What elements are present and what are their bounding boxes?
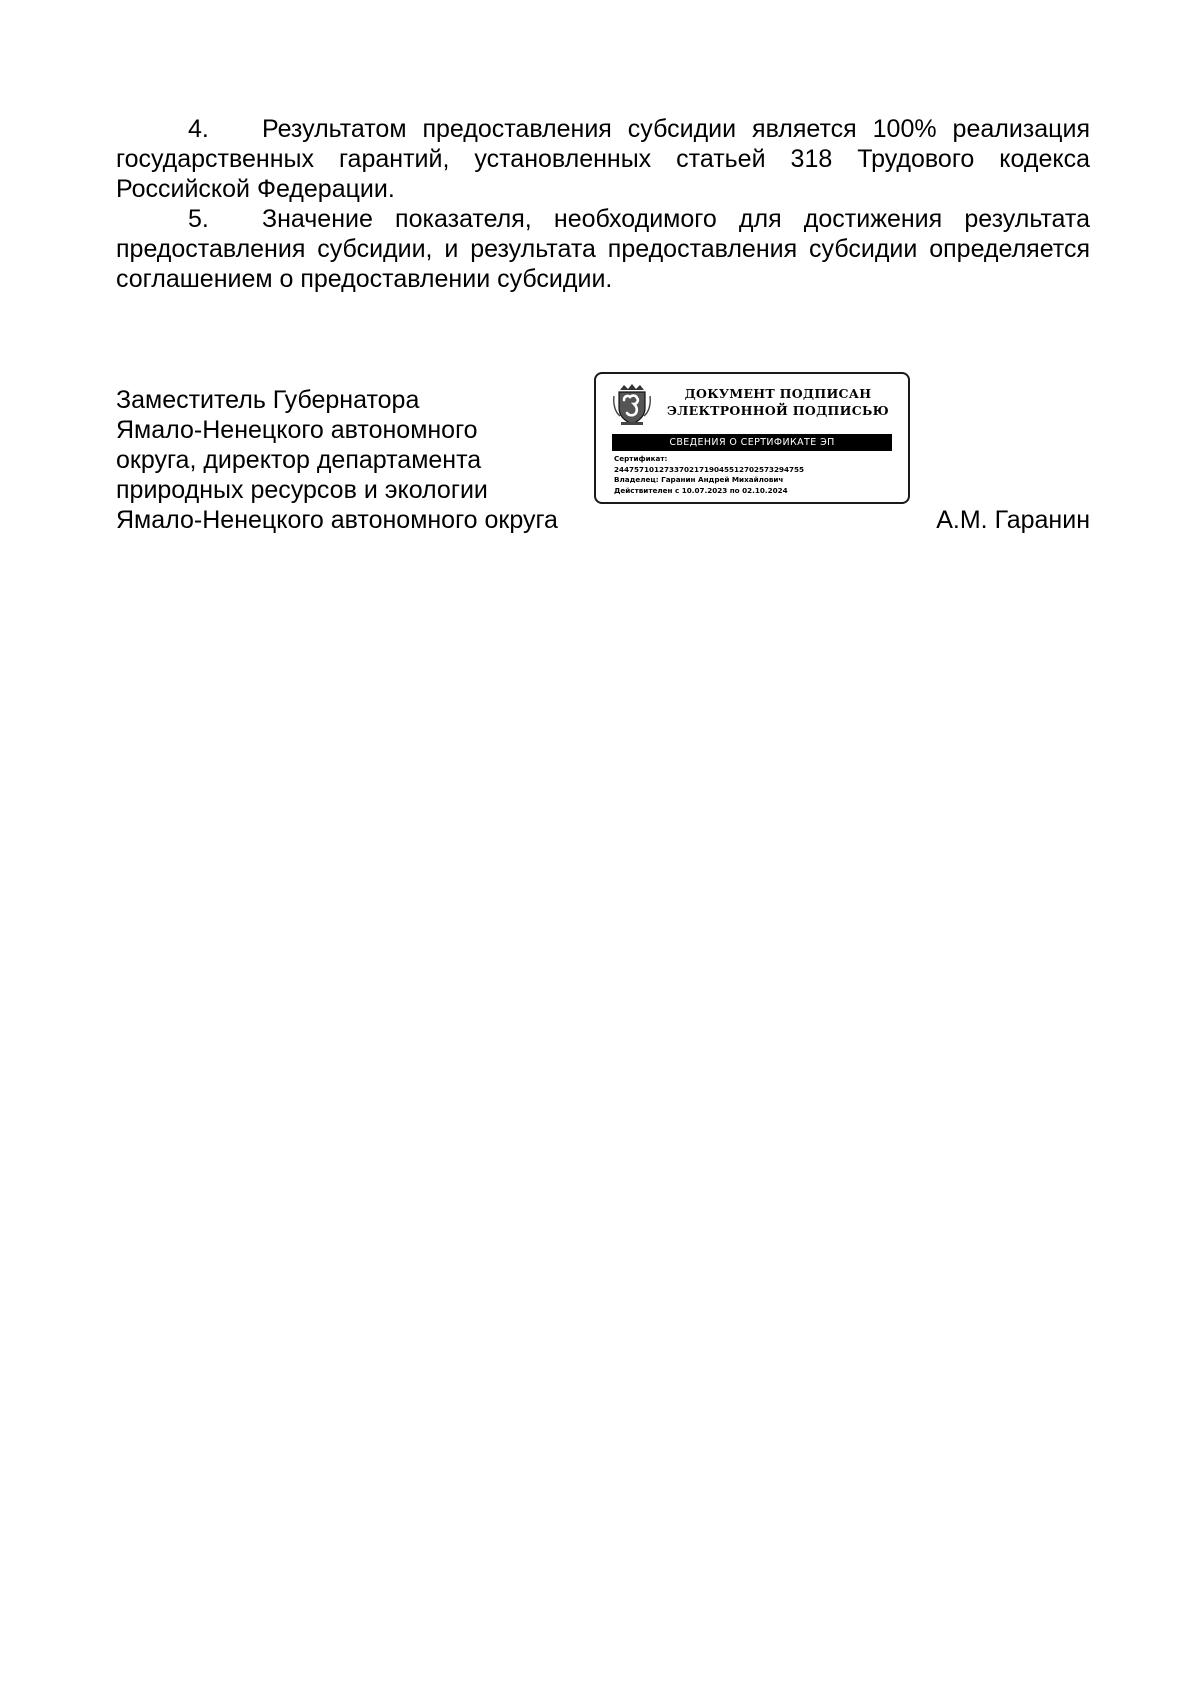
stamp-heading [658,385,898,419]
document-body [116,114,1090,294]
electronic-signature-stamp [594,372,910,504]
certificate-info-bar: СВЕДЕНИЯ О СЕРТИФИКАТЕ ЭП [612,434,892,451]
paragraph-text: Результатом предоставления субсидии является 100% реализация государственных гарантий, установленных статьей 318 Трудового кодекса Российской Федерации. [116,115,1090,203]
certificate-validity: Действителен с 10.07.2023 по 02.10.2024 [614,485,788,495]
signature-block [116,385,1090,545]
signer-title-line: Ямало-Ненецкого автономного округа [116,506,558,534]
signer-title-line: Ямало-Ненецкого автономного [116,416,478,444]
paragraph-4 [116,114,1090,204]
paragraph-5 [116,204,1090,294]
signer-name: А.М. Гаранин [936,506,1090,534]
certificate-details [614,454,904,496]
signer-title [116,385,558,535]
certificate-label: Сертификат: [614,454,668,463]
paragraph-text: Значение показателя, необходимого для достижения результата предоставления субсидии, и результата предоставления субсидии определяется соглашением о предоставлении субсидии. [116,205,1090,293]
paragraph-number: 4. [188,115,209,143]
signer-title-line: округа, директор департамента [116,446,482,474]
stamp-heading-line: ДОКУМЕНТ ПОДПИСАН [684,386,872,401]
paragraph-number: 5. [188,205,209,233]
yamal-coat-of-arms-icon [612,382,652,428]
certificate-owner: Владелец: Гаранин Андрей Михайлович [614,475,784,484]
stamp-heading-line: ЭЛЕКТРОННОЙ ПОДПИСЬЮ [667,403,889,418]
signer-title-line: природных ресурсов и экологии [116,476,488,504]
certificate-number: 24475710127337021719045512702573294755 [614,464,805,474]
signer-title-line: Заместитель Губернатора [116,386,420,414]
